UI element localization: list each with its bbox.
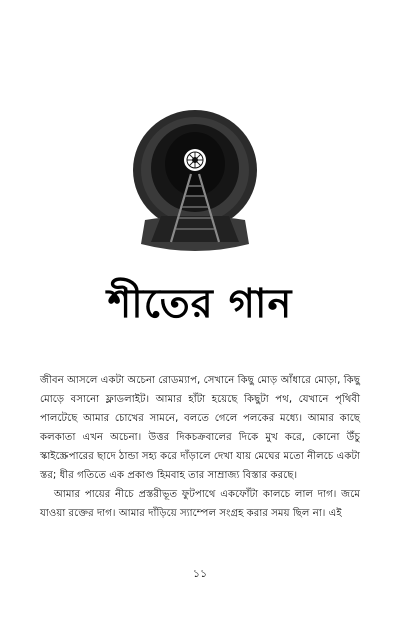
chapter-title: শীতের গান xyxy=(107,280,293,327)
light-icon xyxy=(184,149,206,171)
tunnel-illustration xyxy=(131,108,259,256)
body-text xyxy=(40,371,360,523)
page-number: ১১ xyxy=(192,567,208,580)
paragraph: জীবন আসলে একটা অচেনা রোডম্যাপ, সেখানে কিছু মোড় আঁধারে মোড়া, কিছু মোড়ে বসানো ফ্লাডলাইট। আমার হাঁটা হয়েছে কিছুটা পথ, যেখানে পৃথিবী পালটেছে আমার চোখের সামনে, বলতে গেলে পলকের মধ্যে। আমার কাছে কলকাতা এখন অচেনা। উত্তর দিকচক্রবালের দিকে মুখ করে, কোনো উঁচু স্কাইস্ক্রেপারের ছাদে ঠান্ডা সহ্য করে দাঁড়ালে দেখা যায় মেঘের মতো নীলচে একটা স্তর; ধীর গতিতে এক প্রকাণ্ড হিমবাহ তার সাম্রাজ্য বিস্তার করছে। xyxy=(40,375,360,481)
paragraph: আমার পায়ের নীচে প্রস্তরীভূত ফুটপাথে একফোঁটা কালচে লাল দাগ। জমে যাওয়া রক্তের দাগ। আমার দাঁড়িয়ে স্যাম্পেল সংগ্রহ করার সময় ছিল না। এই xyxy=(40,489,360,519)
